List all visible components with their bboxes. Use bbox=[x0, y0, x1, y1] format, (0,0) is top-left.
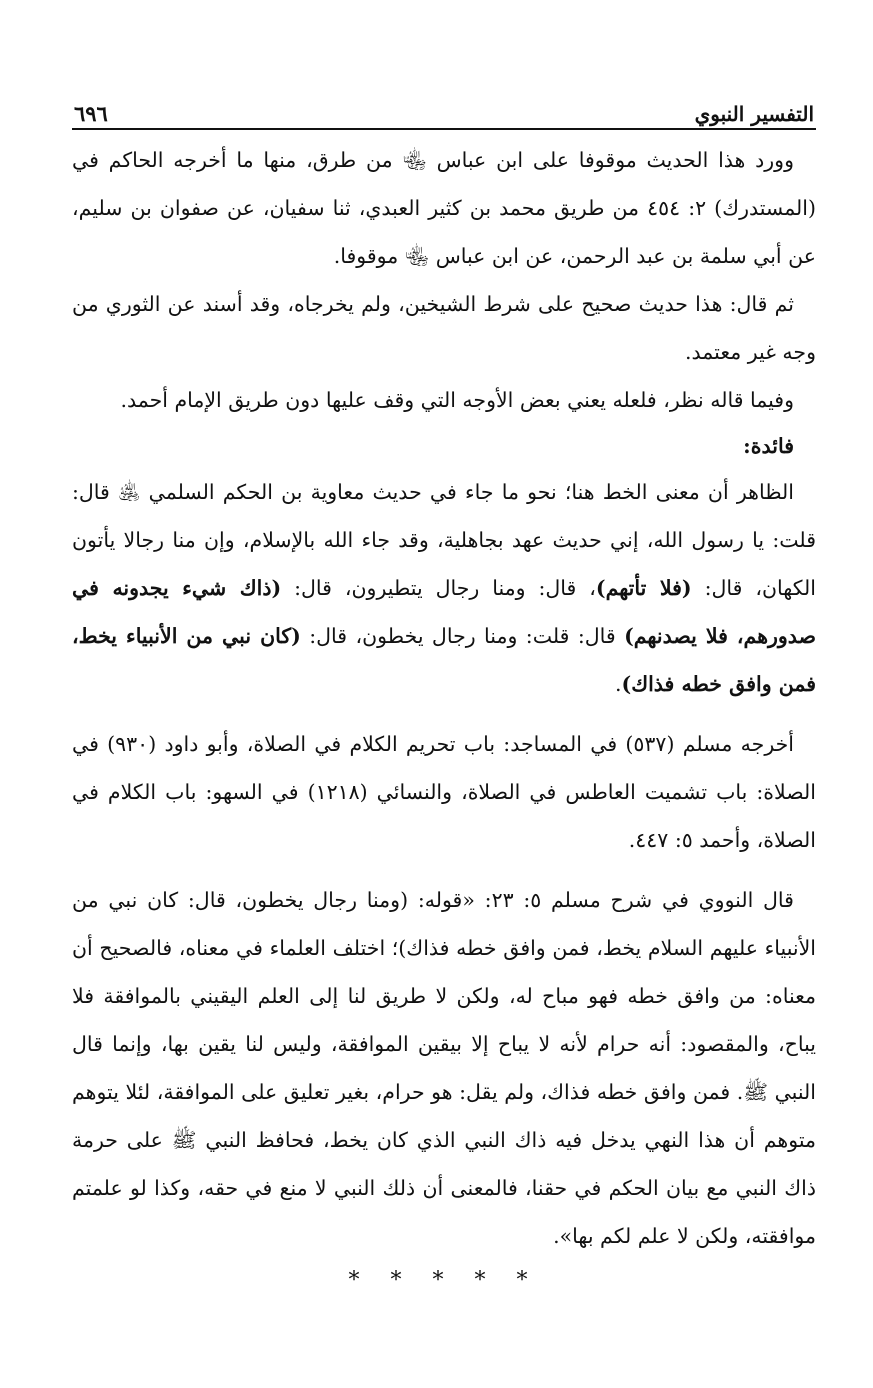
running-title: التفسير النبوي bbox=[694, 102, 814, 126]
hadith-text: ، قال: ومنا رجال يتطيرون، قال: bbox=[281, 576, 596, 600]
page-body bbox=[72, 136, 816, 1298]
paragraph-nawawi: قال النووي في شرح مسلم ٥: ٢٣: «قوله: (ومنا رجال يخطون، قال: كان نبي من الأنبياء عليهم السلام يخط، فمن وافق خطه فذاك)؛ اختلف العلماء في معناه، فالصحيح أن معناه: من وافق خطه فهو مباح له، ولكن لا طريق لنا إلى العلم اليقيني بالموافقة فلا يباح، والمقصود: أنه حرام لأنه لا يباح إلا بيقين الموافقة، وليس لنا يقين بها، وإنما قال النبي ﷺ. فمن وافق خطه فذاك، ولم يقل: هو حرام، بغير تعليق على الموافقة، لئلا يتوهم متوهم أن هذا النهي يدخل فيه ذاك النبي الذي كان يخط، فحافظ النبي ﷺ على حرمة ذاك النبي مع بيان الحكم في حقنا، فالمعنى أن ذلك النبي لا منع في حقه، وكذا لو علمتم موافقته، ولكن لا علم لكم بها». bbox=[72, 888, 816, 1248]
running-header bbox=[72, 96, 816, 130]
hadith-text: قال: قلت: ومنا رجال يخطون، قال: bbox=[300, 624, 625, 648]
page-number: ٦٩٦ bbox=[74, 101, 108, 126]
paragraph-takhrij: أخرجه مسلم (٥٣٧) في المساجد: باب تحريم الكلام في الصلاة، وأبو داود (٩٣٠) في الصلاة: باب تشميت العاطس في الصلاة، والنسائي (١٢١٨) في السهو: باب الكلام في الصلاة، وأحمد ٥: ٤٤٧. bbox=[72, 732, 817, 852]
hadith-text: الظاهر أن معنى الخط هنا؛ نحو ما جاء في حديث معاوية بن الحكم السلمي ﵁ قال: قلت: يا رسول الله، إني حديث عهد بجاهلية، وقد جاء الله بالإسلام، وإن منا رجالا يأتون الكهان، قال: bbox=[72, 480, 816, 600]
paragraph-muawiya-hadith bbox=[72, 468, 816, 708]
paragraph-hakim-comment: ثم قال: هذا حديث صحيح على شرط الشيخين، ولم يخرجاه، وقد أسند عن الثوري من وجه غير معتمد. bbox=[72, 292, 816, 364]
prophet-quote: (ذاك شيء يجدونه في صدورهم، فلا يصدنهم) bbox=[72, 576, 816, 648]
paragraph-mawquf: وورد هذا الحديث موقوفا على ابن عباس ﵄ من طرق، منها ما أخرجه الحاكم في (المستدرك) ٢: ٤٥٤ من طريق محمد بن كثير العبدي، ثنا سفيان، عن صفوان بن سليم، عن أبي سلمة بن عبد الرحمن، عن ابن عباس ﵄ موقوفا. bbox=[72, 148, 816, 268]
faida-heading: فائدة: bbox=[743, 434, 794, 458]
prophet-quote: (كان نبي من الأنبياء يخط، فمن وافق خطه فذاك) bbox=[72, 624, 816, 696]
prophet-quote: (فلا تأتهم) bbox=[595, 576, 692, 600]
paragraph-critique: وفيما قاله نظر، فلعله يعني بعض الأوجه التي وقف عليها دون طريق الإمام أحمد. bbox=[120, 388, 794, 412]
section-end-ornament: * * * * * bbox=[348, 1268, 540, 1293]
book-page bbox=[72, 96, 816, 1298]
hadith-text: . bbox=[614, 672, 622, 696]
